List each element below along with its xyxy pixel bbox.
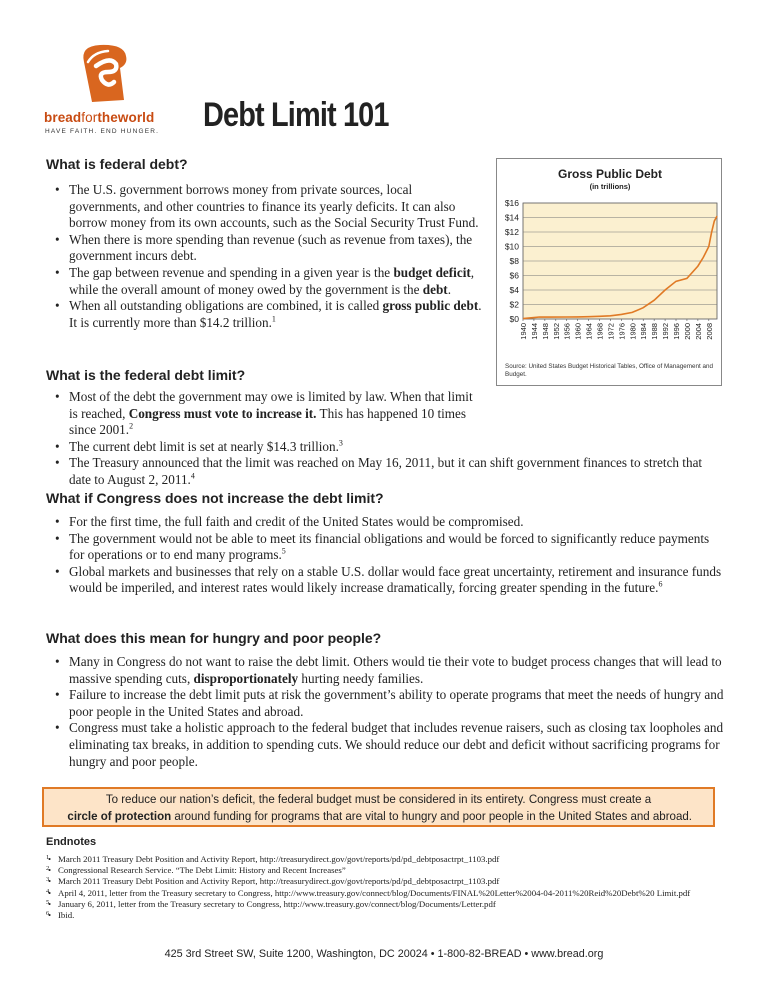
x-tick-label: 1948 [540, 323, 550, 340]
bread-for-the-world-logo [44, 42, 174, 138]
x-tick-label: 1952 [551, 323, 561, 340]
section-bullet-list [53, 389, 725, 489]
y-tick-label: $10 [504, 241, 519, 252]
endnote-item: • 6 Ibid. [46, 910, 726, 921]
chart-plot [497, 159, 723, 359]
x-tick-label: 1988 [650, 323, 660, 340]
endnotes-list [46, 854, 726, 921]
section-heading: What does this mean for hungry and poor people? [46, 630, 382, 646]
x-tick-label: 1940 [519, 323, 528, 340]
x-tick-label: 1968 [595, 323, 605, 340]
list-item: • When there is more spending than revenue (such as revenue from taxes), the government incurs debt. [53, 232, 485, 265]
endnote-item: • 4 April 4, 2011, letter from the Treasury secretary to Congress, http://www.treasury.gov/connect/blog/Documents/FINAL%20Letter%2004-04-2011%20Reid%20Debt%20 Limit.pdf [46, 888, 726, 899]
section-bullet-list [53, 514, 725, 597]
page-title: Debt Limit 101 [203, 96, 389, 134]
list-item: • For the first time, the full faith and credit of the United States would be compromised. [53, 514, 725, 531]
list-item: • Most of the debt the government may owe is limited by law. When that limit is reached, Congress must vote to increase it. This has happened 10 times since 2001.$^2$ [53, 389, 725, 439]
chart-title: Gross Public Debt [557, 167, 663, 181]
x-tick-label: 1956 [562, 323, 572, 340]
chart-source: Source: United States Budget Historical Tables, Office of Management and Budget. [505, 363, 714, 378]
y-tick-label: $12 [504, 227, 519, 237]
callout-line-1: To reduce our nation’s deficit, the federal budget must be considered in its entirety. Congress must create a [105, 792, 652, 806]
endnote-item: • 5 January 6, 2011, letter from the Treasury secretary to Congress, http://www.treasury.gov/connect/blog/Documents/Letter.pdf [46, 899, 726, 910]
section-bullet-list [53, 654, 725, 770]
chart-subtitle: (in trillions) [589, 182, 631, 191]
section-heading: What is federal debt? [46, 156, 188, 172]
callout-line-2: circle of protection around funding for programs that are vital to hungry and poor people in the United States and abroad. [67, 809, 692, 823]
list-item: • The Treasury announced that the limit was reached on May 16, 2011, but it can shift government finances to stretch that date to August 2, 2011.$^4$ [53, 455, 725, 488]
list-item: • Many in Congress do not want to raise the debt limit. Others would tie their vote to budget process changes that will lead to massive spending cuts, disproportionately hurting needy families. [53, 654, 725, 687]
endnote-item: • 1 March 2011 Treasury Debt Position and Activity Report, http://treasurydirect.gov/govt/reports/pd/pd_debtposactrpt_1103.pdf [46, 854, 726, 865]
x-tick-label: 1980 [628, 323, 638, 340]
x-tick-label: 2008 [704, 323, 714, 340]
list-item: • Global markets and businesses that rely on a stable U.S. dollar would face great uncertainty, retirement and insurance funds would be imperiled, and interest rates would likely increase dramatically, forcing greater spending in the future.$^6$ [53, 564, 725, 597]
x-tick-label: 2004 [693, 323, 703, 340]
list-item: • When all outstanding obligations are combined, it is called gross public debt. It is currently more than $14.2 trillion.$^1$ [53, 298, 485, 331]
y-tick-label: $6 [509, 270, 519, 281]
y-tick-label: $14 [504, 212, 519, 223]
endnotes-heading: Endnotes [46, 836, 97, 848]
gross-public-debt-chart [496, 158, 722, 386]
x-tick-label: 1992 [661, 323, 671, 340]
footer-contact: 425 3rd Street SW, Suite 1200, Washington, DC 20024 • 1-800-82-BREAD • www.bread.org [164, 948, 604, 960]
brand-tagline: HAVE FAITH. END HUNGER. [45, 128, 160, 135]
x-tick-label: 1996 [672, 323, 682, 340]
bread-loaf-logo-icon [78, 42, 130, 104]
list-item: • Congress must take a holistic approach to the federal budget that includes revenue raisers, such as closing tax loopholes and eliminating tax breaks, in addition to spending cuts. We should reduce our debt and deficit without sacrificing programs for hungry and poor people. [53, 720, 725, 770]
section-heading: What if Congress does not increase the debt limit? [46, 490, 384, 506]
y-tick-label: $16 [504, 198, 519, 208]
circle-of-protection-callout [42, 787, 715, 827]
y-tick-label: $2 [509, 299, 519, 310]
x-tick-label: 1944 [529, 323, 539, 340]
list-item: • The government would not be able to meet its financial obligations and would be forced to significantly reduce payments for operations or to end many programs.$^5$ [53, 531, 725, 564]
list-item: • The gap between revenue and spending in a given year is the budget deficit, while the overall amount of money owed by the government is the debt. [53, 265, 485, 298]
endnote-item: • 2 Congressional Research Service. “The Debt Limit: History and Recent Increases” [46, 865, 726, 876]
x-tick-label: 1960 [573, 323, 583, 340]
x-tick-label: 1976 [617, 323, 627, 340]
section-heading: What is the federal debt limit? [46, 367, 246, 383]
x-tick-label: 2000 [682, 323, 692, 340]
list-item: • The U.S. government borrows money from private sources, local governments, and other countries to finance its yearly deficits. It can also borrow money from its own accounts, such as the Social Security Trust Fund. [53, 182, 485, 232]
list-item: • The current debt limit is set at nearly $14.3 trillion.$^3$ [53, 439, 725, 456]
section-bullet-list [53, 182, 485, 331]
y-tick-label: $0 [509, 314, 519, 324]
brand-wordmark: breadfortheworld [44, 110, 155, 125]
x-tick-label: 1984 [639, 323, 649, 340]
y-tick-label: $4 [509, 285, 519, 295]
endnote-item: • 3 March 2011 Treasury Debt Position and Activity Report, http://treasurydirect.gov/govt/reports/pd/pd_debtposactrpt_1103.pdf [46, 876, 726, 887]
y-tick-label: $8 [509, 256, 519, 266]
x-tick-label: 1972 [606, 323, 616, 340]
x-tick-label: 1964 [584, 323, 594, 340]
list-item: • Failure to increase the debt limit puts at risk the government’s ability to operate programs that meet the needs of hungry and poor people in the United States and abroad. [53, 687, 725, 720]
